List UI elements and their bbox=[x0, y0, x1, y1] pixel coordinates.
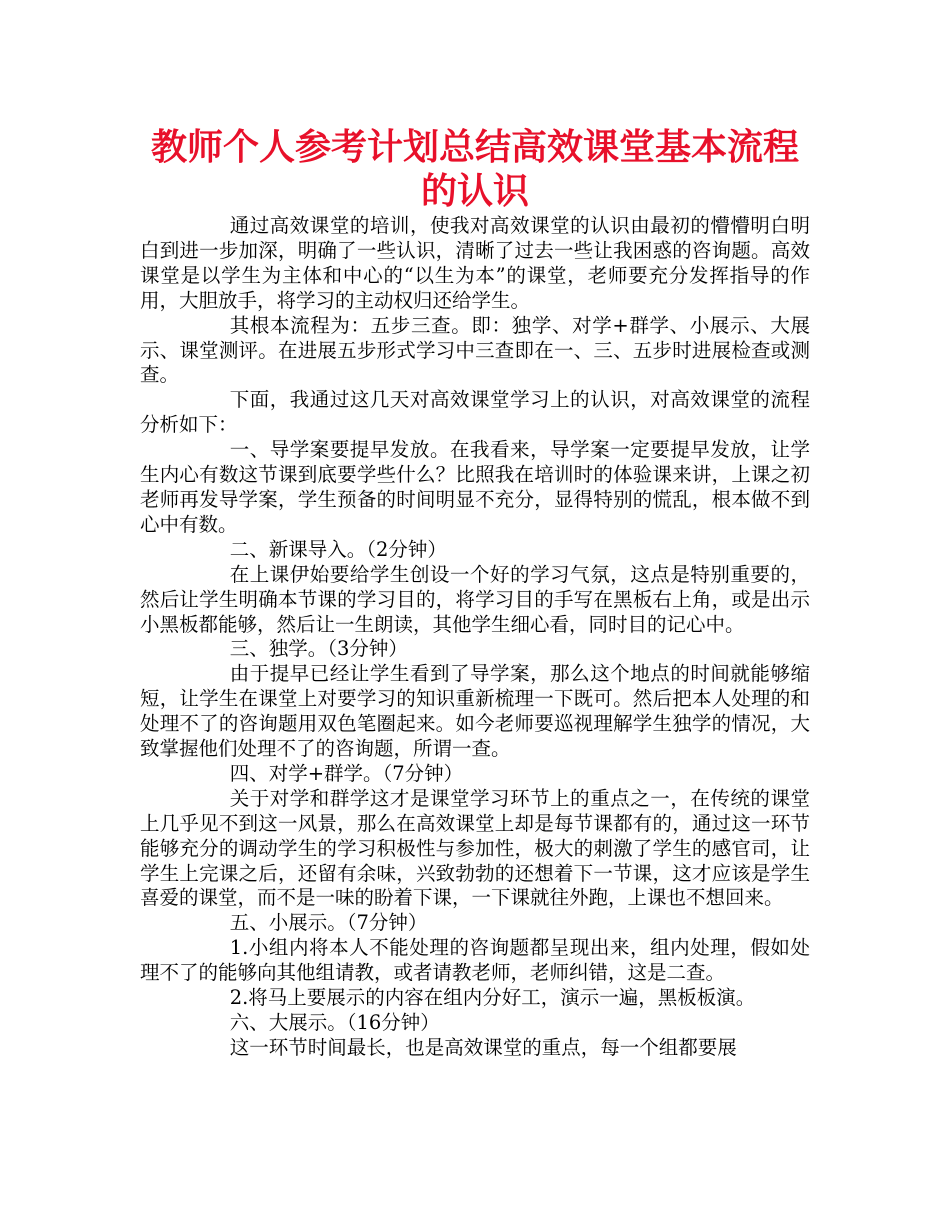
paragraph-step-5-item-1: 1.小组内将本人不能处理的咨询题都呈现出来，组内处理，假如处理不了的能够向其他组请教，或者请教老师，老师纠错，这是二查。 bbox=[140, 936, 810, 985]
heading-step-5: 五、小展示。（7分钟） bbox=[229, 911, 428, 935]
paragraph-step-4: 关于对学和群学这才是课堂学习环节上的重点之一，在传统的课堂上几乎见不到这一风景，那么在高效课堂上却是每节课都有的，通过这一环节能够充分的调动学生的学习积极性与参加性，极大的刺激了学生的感官司，让学生上完课之后，还留有余味，兴致勃勃的还想着下一节课，这才应该是学生喜爱的课堂，而不是一味的盼着下课，一下课就往外跑，上课也不想回来。 bbox=[140, 786, 810, 910]
paragraph-basic-flow: 其根本流程为：五步三查。即：独学、对学+群学、小展示、大展示、课堂测评。在进展五步形式学习中三查即在一、三、五步时进展检查或测查。 bbox=[140, 313, 810, 387]
heading-step-3: 三、独学。（3分钟） bbox=[229, 637, 408, 661]
paragraph-analysis-intro: 下面，我通过这几天对高效课堂学习上的认识，对高效课堂的流程分析如下： bbox=[140, 388, 810, 437]
paragraph-intro: 通过高效课堂的培训，使我对高效课堂的认识由最初的懵懵明白明白到进一步加深，明确了一些认识，清晰了过去一些让我困惑的咨询题。高效课堂是以学生为主体和中心的“以生为本”的课堂，老师要充分发挥指导的作用，大胆放手，将学习的主动权归还给学生。 bbox=[140, 214, 810, 312]
paragraph-step-2: 在上课伊始要给学生创设一个好的学习气氛，这点是特别重要的，然后让学生明确本节课的学习目的，将学习目的手写在黑板右上角，或是出示小黑板都能够，然后让一生朗读，其他学生细心看，同时目的记心中。 bbox=[140, 562, 810, 636]
document-body bbox=[140, 214, 810, 1061]
paragraph-step-3: 由于提早已经让学生看到了导学案，那么这个地点的时间就能够缩短，让学生在课堂上对要学习的知识重新梳理一下既可。然后把本人处理的和处理不了的咨询题用双色笔圈起来。如今老师要巡视理解学生独学的情况，大致掌握他们处理不了的咨询题，所谓一查。 bbox=[140, 662, 810, 761]
paragraph-step-5-item-2: 2.将马上要展示的内容在组内分好工，演示一遍，黑板板演。 bbox=[229, 986, 756, 1010]
paragraph-step-6: 这一环节时间最长，也是高效课堂的重点，每一个组都要展 bbox=[229, 1035, 737, 1059]
heading-step-6: 六、大展示。（16分钟） bbox=[229, 1011, 440, 1034]
paragraph-step-1: 一、导学案要提早发放。在我看来，导学案一定要提早发放，让学生内心有数这节课到底要学些什么？比照我在培训时的体验课来讲，上课之初老师再发导学案，学生预备的时间明显不充分，显得特别的慌乱，根本做不到心中有数。 bbox=[140, 438, 810, 536]
heading-step-2: 二、新课导入。（2分钟） bbox=[229, 537, 447, 561]
document-title-line-2: 的认识 bbox=[420, 171, 529, 212]
heading-step-4: 四、对学+群学。（7分钟） bbox=[229, 761, 464, 785]
document-title-line-1: 教师个人参考计划总结高效课堂基本流程 bbox=[150, 127, 799, 168]
